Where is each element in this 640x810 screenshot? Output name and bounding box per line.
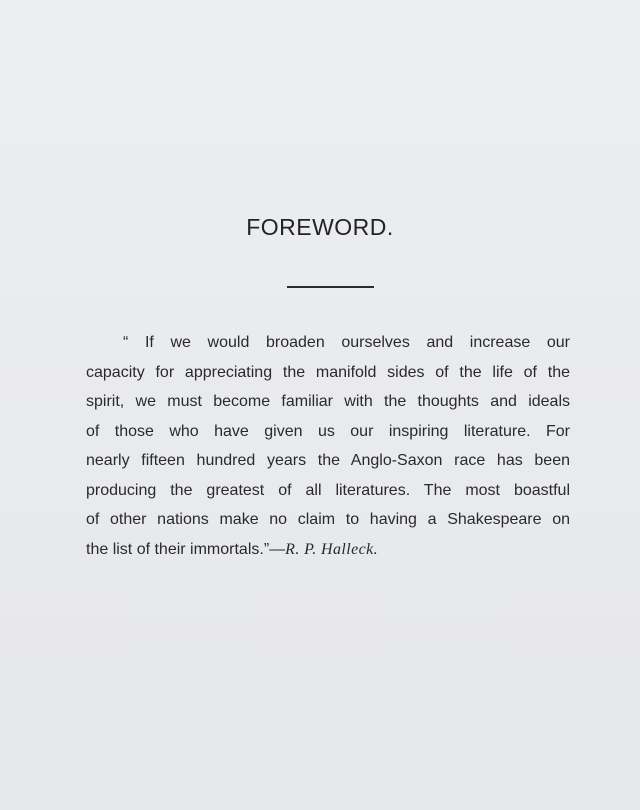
quote-line: capacity for appreciating the manifold sides of the life of the [86,363,570,381]
quote-line: producing the greatest of all literatures. The most boastful [86,481,570,499]
page-title: FOREWORD. [246,214,394,240]
quote-line: spirit, we must become familiar with the thoughts and ideals [86,393,570,410]
title-divider [287,286,374,288]
quote-line: of other nations make no claim to having a Shakespeare on [86,511,570,528]
foreword-quote [86,328,570,564]
quote-line: “ If we would broaden ourselves and increase our [123,334,570,351]
quote-attribution: R. P. Halleck. [285,540,378,558]
quote-line: the list of their immortals.”— [86,540,286,558]
quote-line: of those who have given us our inspiring literature. For [86,422,570,440]
quote-line: nearly fifteen hundred years the Anglo-Saxon race has been [86,452,570,469]
quote-last-line [86,535,570,565]
